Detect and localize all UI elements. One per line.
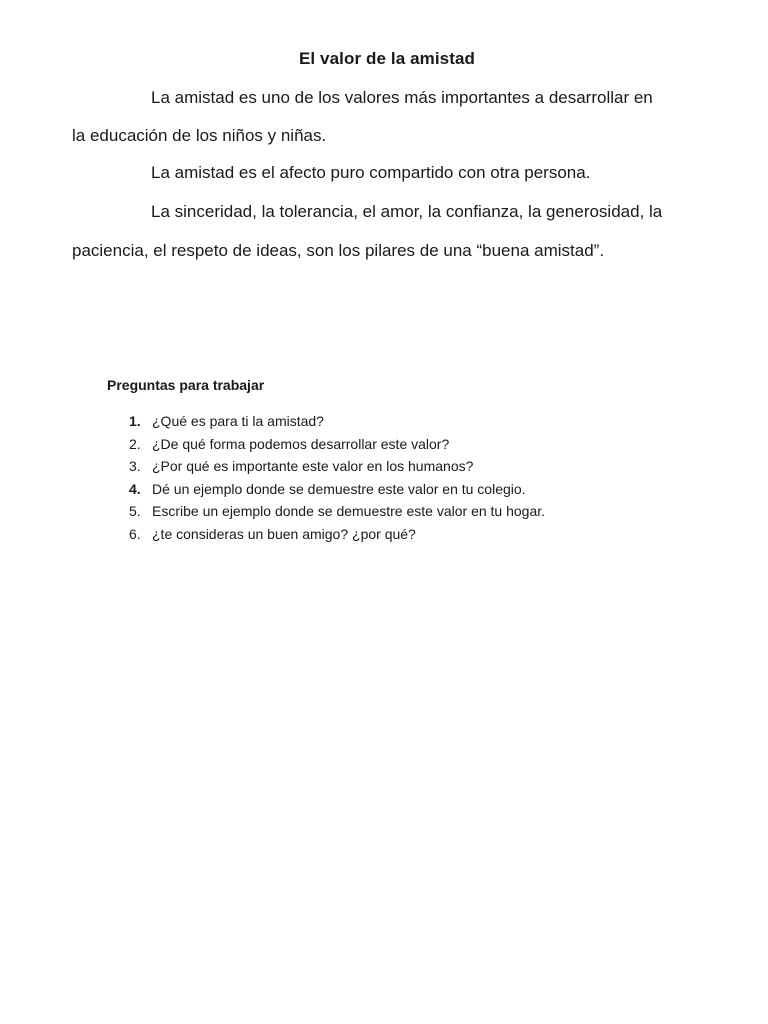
question-text: ¿te consideras un buen amigo? ¿por qué? <box>152 525 416 542</box>
questions-heading: Preguntas para trabajar <box>107 377 265 393</box>
question-number: 1. <box>129 413 141 429</box>
question-item <box>129 455 545 478</box>
paragraph-1-line-2: la educación de los niños y niñas. <box>72 126 327 145</box>
question-item <box>129 478 545 501</box>
question-text: Dé un ejemplo donde se demuestre este valor en tu colegio. <box>152 480 526 497</box>
question-number: 6. <box>129 525 141 542</box>
question-item <box>129 523 545 546</box>
question-text: ¿Por qué es importante este valor en los humanos? <box>152 458 474 474</box>
paragraph-3-line-1: La sinceridad, la tolerancia, el amor, la confianza, la generosidad, la <box>151 202 663 221</box>
question-number: 4. <box>129 480 141 497</box>
question-text: Escribe un ejemplo donde se demuestre este valor en tu hogar. <box>152 503 546 519</box>
question-text: ¿De qué forma podemos desarrollar este valor? <box>152 435 450 452</box>
question-text: ¿Qué es para ti la amistad? <box>152 413 324 429</box>
document-title: El valor de la amistad <box>298 49 476 68</box>
question-item <box>129 433 545 456</box>
question-number: 3. <box>129 458 141 474</box>
question-number: 2. <box>129 435 141 452</box>
question-item <box>129 410 545 433</box>
paragraph-2: La amistad es el afecto puro compartido con otra persona. <box>151 163 591 182</box>
questions-list <box>129 410 545 545</box>
question-item <box>129 500 545 523</box>
question-number: 5. <box>129 503 141 519</box>
paragraph-3-line-2: paciencia, el respeto de ideas, son los pilares de una “buena amistad”. <box>72 241 605 260</box>
paragraph-1-line-1: La amistad es uno de los valores más importantes a desarrollar en <box>151 88 653 107</box>
